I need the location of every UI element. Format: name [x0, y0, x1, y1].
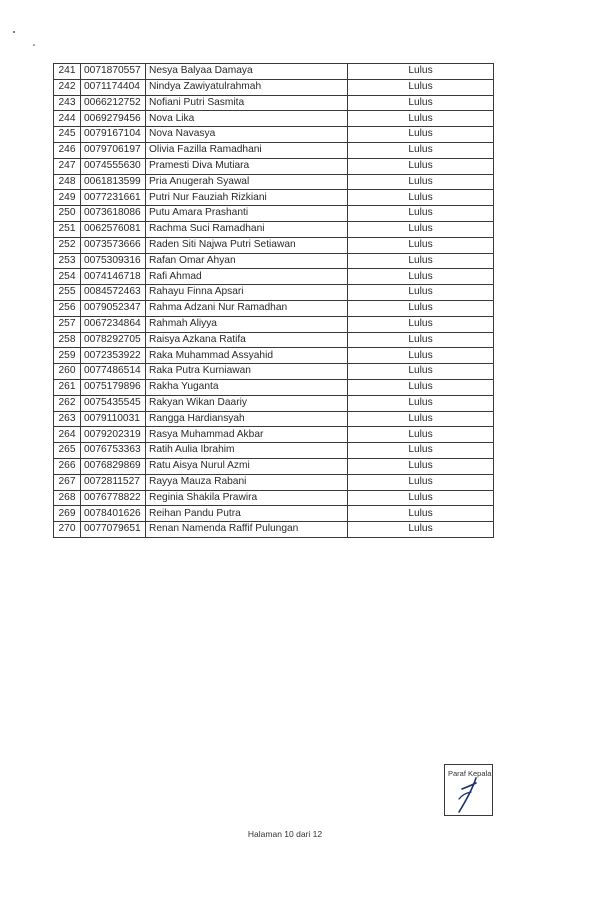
status-cell: Lulus — [348, 285, 494, 301]
student-name-cell: Pria Anugerah Syawal — [146, 174, 348, 190]
nisn-cell: 0078401626 — [81, 506, 146, 522]
row-number-cell: 264 — [54, 427, 81, 443]
student-name-cell: Ratu Aisya Nurul Azmi — [146, 458, 348, 474]
row-number-cell: 250 — [54, 206, 81, 222]
student-name-cell: Renan Namenda Raffif Pulungan — [146, 522, 348, 538]
nisn-cell: 0076829869 — [81, 458, 146, 474]
row-number-cell: 258 — [54, 332, 81, 348]
nisn-cell: 0079706197 — [81, 142, 146, 158]
table-row — [54, 443, 494, 459]
student-name-cell: Rafan Omar Ahyan — [146, 253, 348, 269]
status-cell: Lulus — [348, 395, 494, 411]
status-cell: Lulus — [348, 490, 494, 506]
status-cell: Lulus — [348, 79, 494, 95]
student-name-cell: Nesya Balyaa Damaya — [146, 64, 348, 80]
row-number-cell: 256 — [54, 300, 81, 316]
student-name-cell: Raden Siti Najwa Putri Setiawan — [146, 237, 348, 253]
student-name-cell: Reginia Shakila Prawira — [146, 490, 348, 506]
student-name-cell: Rayya Mauza Rabani — [146, 474, 348, 490]
nisn-cell: 0067234864 — [81, 316, 146, 332]
table-row — [54, 64, 494, 80]
nisn-cell: 0076778822 — [81, 490, 146, 506]
row-number-cell: 262 — [54, 395, 81, 411]
status-cell: Lulus — [348, 206, 494, 222]
nisn-cell: 0077486514 — [81, 364, 146, 380]
row-number-cell: 242 — [54, 79, 81, 95]
nisn-cell: 0074555630 — [81, 158, 146, 174]
nisn-cell: 0073573666 — [81, 237, 146, 253]
row-number-cell: 263 — [54, 411, 81, 427]
nisn-cell: 0079167104 — [81, 127, 146, 143]
nisn-cell: 0069279456 — [81, 111, 146, 127]
row-number-cell: 243 — [54, 95, 81, 111]
table-row — [54, 379, 494, 395]
table-row — [54, 300, 494, 316]
student-name-cell: Pramesti Diva Mutiara — [146, 158, 348, 174]
table-row — [54, 506, 494, 522]
row-number-cell: 251 — [54, 221, 81, 237]
nisn-cell: 0076753363 — [81, 443, 146, 459]
status-cell: Lulus — [348, 269, 494, 285]
status-cell: Lulus — [348, 458, 494, 474]
status-cell: Lulus — [348, 158, 494, 174]
student-name-cell: Rangga Hardiansyah — [146, 411, 348, 427]
status-cell: Lulus — [348, 427, 494, 443]
row-number-cell: 244 — [54, 111, 81, 127]
page-number-text: Halaman 10 dari 12 — [247, 829, 323, 839]
nisn-cell: 0075435545 — [81, 395, 146, 411]
nisn-cell: 0071174404 — [81, 79, 146, 95]
table-row — [54, 174, 494, 190]
nisn-cell: 0078292705 — [81, 332, 146, 348]
student-name-cell: Rakyan Wikan Daariy — [146, 395, 348, 411]
table-row — [54, 158, 494, 174]
nisn-cell: 0075309316 — [81, 253, 146, 269]
student-name-cell: Nofiani Putri Sasmita — [146, 95, 348, 111]
nisn-cell: 0079052347 — [81, 300, 146, 316]
student-name-cell: Rasya Muhammad Akbar — [146, 427, 348, 443]
student-name-cell: Nindya Zawiyatulrahmah — [146, 79, 348, 95]
table-row — [54, 522, 494, 538]
student-name-cell: Rahma Adzani Nur Ramadhan — [146, 300, 348, 316]
student-name-cell: Putu Amara Prashanti — [146, 206, 348, 222]
table-row — [54, 142, 494, 158]
nisn-cell: 0077231661 — [81, 190, 146, 206]
row-number-cell: 253 — [54, 253, 81, 269]
signature-icon — [445, 765, 494, 817]
table-row — [54, 411, 494, 427]
status-cell: Lulus — [348, 237, 494, 253]
row-number-cell: 249 — [54, 190, 81, 206]
nisn-cell: 0066212752 — [81, 95, 146, 111]
student-name-cell: Raka Putra Kurniawan — [146, 364, 348, 380]
table-row — [54, 127, 494, 143]
row-number-cell: 267 — [54, 474, 81, 490]
nisn-cell: 0062576081 — [81, 221, 146, 237]
student-name-cell: Reihan Pandu Putra — [146, 506, 348, 522]
row-number-cell: 247 — [54, 158, 81, 174]
paraf-box — [444, 764, 493, 816]
student-name-cell: Ratih Aulia Ibrahim — [146, 443, 348, 459]
table-row — [54, 458, 494, 474]
status-cell: Lulus — [348, 142, 494, 158]
student-name-cell: Nova Navasya — [146, 127, 348, 143]
nisn-cell: 0074146718 — [81, 269, 146, 285]
table-row — [54, 364, 494, 380]
row-number-cell: 270 — [54, 522, 81, 538]
scan-speck — [33, 44, 35, 46]
status-cell: Lulus — [348, 522, 494, 538]
status-cell: Lulus — [348, 316, 494, 332]
nisn-cell: 0071870557 — [81, 64, 146, 80]
student-name-cell: Rakha Yuganta — [146, 379, 348, 395]
status-cell: Lulus — [348, 253, 494, 269]
row-number-cell: 252 — [54, 237, 81, 253]
status-cell: Lulus — [348, 64, 494, 80]
status-cell: Lulus — [348, 506, 494, 522]
nisn-cell: 0061813599 — [81, 174, 146, 190]
table-row — [54, 206, 494, 222]
table-row — [54, 348, 494, 364]
status-cell: Lulus — [348, 348, 494, 364]
student-name-cell: Putri Nur Fauziah Rizkiani — [146, 190, 348, 206]
student-name-cell: Nova Lika — [146, 111, 348, 127]
nisn-cell: 0079110031 — [81, 411, 146, 427]
table-row — [54, 253, 494, 269]
table-row — [54, 95, 494, 111]
student-name-cell: Rahayu Finna Apsari — [146, 285, 348, 301]
status-cell: Lulus — [348, 221, 494, 237]
nisn-cell: 0072811527 — [81, 474, 146, 490]
status-cell: Lulus — [348, 111, 494, 127]
table-row — [54, 332, 494, 348]
row-number-cell: 255 — [54, 285, 81, 301]
status-cell: Lulus — [348, 190, 494, 206]
table-row — [54, 237, 494, 253]
row-number-cell: 259 — [54, 348, 81, 364]
table-row — [54, 316, 494, 332]
row-number-cell: 254 — [54, 269, 81, 285]
nisn-cell: 0075179896 — [81, 379, 146, 395]
row-number-cell: 248 — [54, 174, 81, 190]
student-name-cell: Rachma Suci Ramadhani — [146, 221, 348, 237]
table-row — [54, 269, 494, 285]
row-number-cell: 269 — [54, 506, 81, 522]
status-cell: Lulus — [348, 332, 494, 348]
student-name-cell: Rahmah Aliyya — [146, 316, 348, 332]
row-number-cell: 260 — [54, 364, 81, 380]
nisn-cell: 0084572463 — [81, 285, 146, 301]
table-row — [54, 395, 494, 411]
status-cell: Lulus — [348, 411, 494, 427]
scan-speck — [13, 31, 15, 33]
status-cell: Lulus — [348, 174, 494, 190]
status-cell: Lulus — [348, 379, 494, 395]
status-cell: Lulus — [348, 127, 494, 143]
table-row — [54, 221, 494, 237]
status-cell: Lulus — [348, 300, 494, 316]
row-number-cell: 246 — [54, 142, 81, 158]
page-footer — [0, 829, 600, 839]
table-row — [54, 427, 494, 443]
table-row — [54, 79, 494, 95]
row-number-cell: 266 — [54, 458, 81, 474]
row-number-cell: 245 — [54, 127, 81, 143]
table-row — [54, 490, 494, 506]
student-name-cell: Rafi Ahmad — [146, 269, 348, 285]
row-number-cell: 257 — [54, 316, 81, 332]
nisn-cell: 0079202319 — [81, 427, 146, 443]
nisn-cell: 0073618086 — [81, 206, 146, 222]
row-number-cell: 241 — [54, 64, 81, 80]
table-row — [54, 190, 494, 206]
graduation-results-table — [53, 63, 494, 538]
table-body — [54, 64, 494, 538]
student-name-cell: Raisya Azkana Ratifa — [146, 332, 348, 348]
status-cell: Lulus — [348, 443, 494, 459]
student-name-cell: Raka Muhammad Assyahid — [146, 348, 348, 364]
table-row — [54, 111, 494, 127]
table-row — [54, 285, 494, 301]
row-number-cell: 268 — [54, 490, 81, 506]
paraf-label: Paraf Kepala — [448, 769, 492, 778]
student-name-cell: Olivia Fazilla Ramadhani — [146, 142, 348, 158]
status-cell: Lulus — [348, 364, 494, 380]
nisn-cell: 0072353922 — [81, 348, 146, 364]
status-cell: Lulus — [348, 474, 494, 490]
row-number-cell: 261 — [54, 379, 81, 395]
row-number-cell: 265 — [54, 443, 81, 459]
nisn-cell: 0077079651 — [81, 522, 146, 538]
status-cell: Lulus — [348, 95, 494, 111]
table-row — [54, 474, 494, 490]
